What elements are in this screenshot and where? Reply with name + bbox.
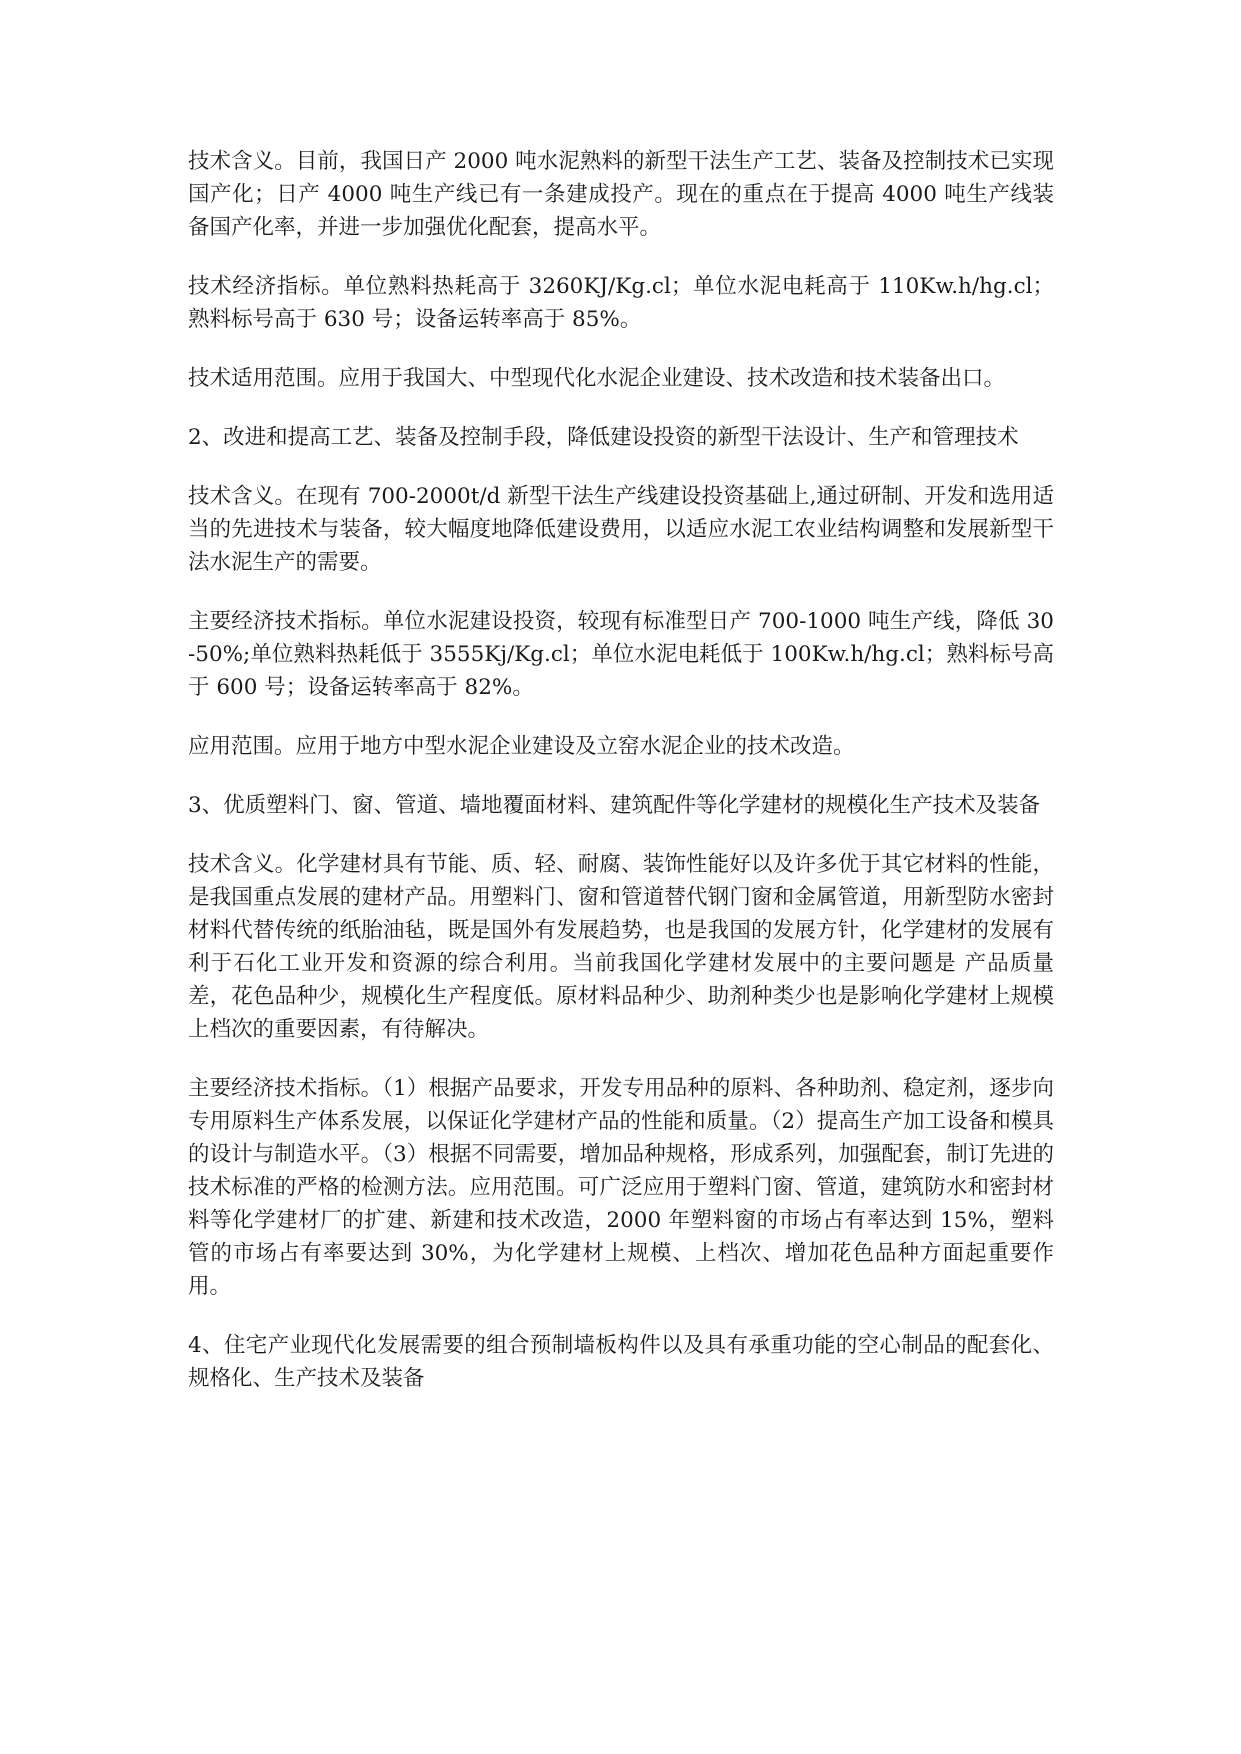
paragraph-technical-economic-indicators: 技术经济指标。单位熟料热耗高于 3260KJ/Kg.cl；单位水泥电耗高于 110Kw.h/hg.cl；熟料标号高于 630 号；设备运转率高于 85%。 (188, 274, 1054, 332)
paragraph-technical-meaning-2000t: 技术含义。目前，我国日产 2000 吨水泥熟料的新型干法生产工艺、装备及控制技术已实现国产化；日产 4000 吨生产线已有一条建成投产。现在的重点在于提高 4000 吨生产线装备国产化率，并进一步加强优化配套，提高水平。 (188, 149, 1054, 240)
paragraph-main-economic-indicators: 主要经济技术指标。单位水泥建设投资，较现有标准型日产 700-1000 吨生产线，降低 30-50%;单位熟料热耗低于 3555Kj/Kg.cl；单位水泥电耗低于 100Kw.h/hg.cl；熟料标号高于 600 号；设备运转率高于 82%。 (188, 609, 1054, 700)
paragraph-chemical-materials-meaning: 技术含义。化学建材具有节能、质、轻、耐腐、装饰性能好以及许多优于其它材料的性能，是我国重点发展的建材产品。用塑料门、窗和管道替代钢门窗和金属管道，用新型防水密封材料代替传统的纸胎油毡，既是国外有发展趋势，也是我国的发展方针，化学建材的发展有利于石化工业开发和资源的综合利用。当前我国化学建材发展中的主要问题是 产品质量差，花色品种少，规模化生产程度低。原材料品种少、助剂种类少也是影响化学建材上规模上档次的重要因素，有待解决。 (188, 852, 1054, 1042)
document-body (188, 145, 1054, 1421)
section-heading-2: 2、改进和提高工艺、装备及控制手段，降低建设投资的新型干法设计、生产和管理技术 (188, 425, 1019, 450)
paragraph-chemical-materials-indicators: 主要经济技术指标。（1）根据产品要求，开发专用品种的原料、各种助剂、稳定剂，逐步向专用原料生产体系发展，以保证化学建材产品的性能和质量。（2）提高生产加工设备和模具的设计与制造水平。（3）根据不同需要，增加品种规格，形成系列，加强配套，制订先进的技术标准的严格的检测方法。应用范围。可广泛应用于塑料门窗、管道，建筑防水和密封材料等化学建材厂的扩建、新建和技术改造，2000 年塑料窗的市场占有率达到 15%，塑料管的市场占有率要达到 30%，为化学建材上规模、上档次、增加花色品种方面起重要作用。 (188, 1076, 1054, 1299)
paragraph-technical-meaning-700-2000: 技术含义。在现有 700-2000t/d 新型干法生产线建设投资基础上,通过研制、开发和选用适当的先进技术与装备，较大幅度地降低建设费用，以适应水泥工农业结构调整和发展新型干法水泥生产的需要。 (188, 484, 1054, 575)
paragraph-application-range: 应用范围。应用于地方中型水泥企业建设及立窑水泥企业的技术改造。 (188, 734, 855, 759)
paragraph-application-scope: 技术适用范围。应用于我国大、中型现代化水泥企业建设、技术改造和技术装备出口。 (188, 366, 1006, 391)
section-heading-3: 3、优质塑料门、窗、管道、墙地覆面材料、建筑配件等化学建材的规模化生产技术及装备 (188, 793, 1041, 818)
section-heading-4: 4、住宅产业现代化发展需要的组合预制墙板构件以及具有承重功能的空心制品的配套化、规格化、生产技术及装备 (188, 1333, 1054, 1391)
